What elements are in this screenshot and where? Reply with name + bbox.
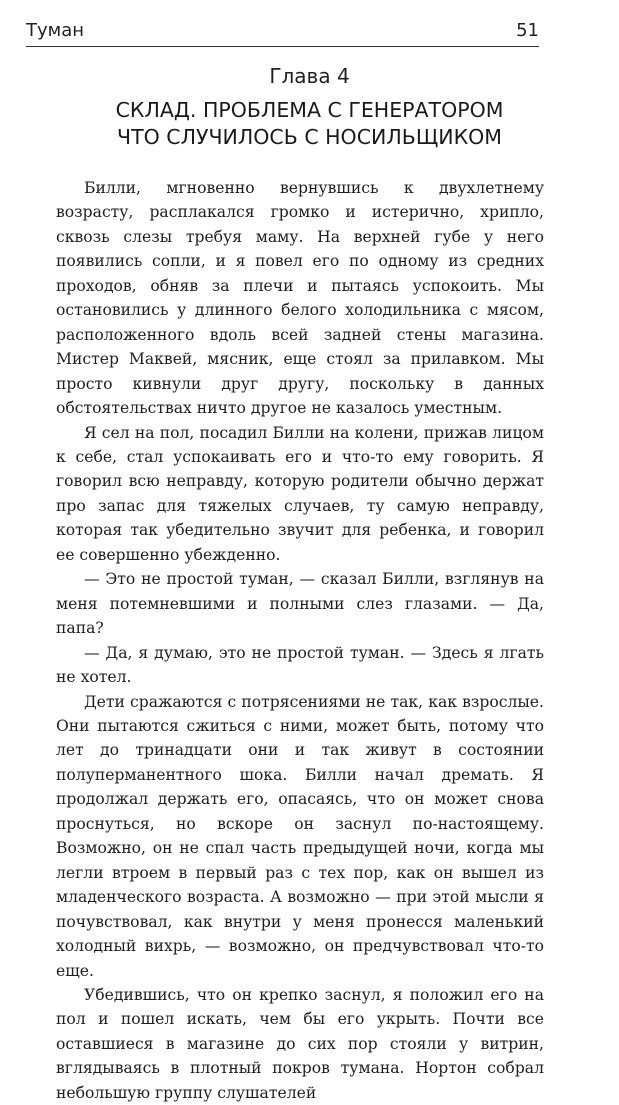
chapter-title-line: СКЛАД. ПРОБЛЕМА С ГЕНЕРАТОРОМ (115, 98, 504, 122)
running-title: Туман (26, 20, 85, 41)
paragraph: Билли, мгновенно вернувшись к двухлетнему возрасту, расплакался громко и истерично, хрипло, сквозь слезы требуя маму. На верхней губе у него появились сопли, и я повел его по одному из средних проходов, обняв за плечи и пытаясь успокоить. Мы остановились у длинного белого холодильника с мясом, расположенного вдоль всей задней стены магазина. Мистер Маквей, мясник, еще стоял за прилавком. Мы просто кивнули друг другу, поскольку в данных обстоятельствах ничто другое не казалось уместным. (56, 179, 544, 418)
paragraph: Дети сражаются с потрясениями не так, как взрослые. Они пытаются сжиться с ними, может быть, потому что лет до тринадцати они и так живут в состоянии полуперманентного шока. Билли начал дремать. Я продолжал держать его, опасаясь, что он может снова проснуться, но вскоре он заснул по-настоящему. Возможно, он не спал часть предыдущей ночи, когда мы легли втроем в первый раз с тех пор, как он вышел из младенческого возраста. А возможно — при этой мысли я почувствовал, как внутри у меня пронесся маленький холодный вихрь, — возможно, он предчувствовал что-то еще. (56, 692, 544, 980)
page-number: 51 (516, 20, 539, 41)
paragraph: Убедившись, что он крепко заснул, я положил его на пол и пошел искать, чем бы его укрыть. Почти все оставшиеся в магазине до сих пор стояли у витрин, вглядываясь в плотный покров тумана. Нортон собрал небольшую группу слушателей (56, 985, 544, 1102)
body-text (56, 176, 544, 1105)
paragraph: — Это не простой туман, — сказал Билли, взглянув на меня потемневшими и полными слез глазами. — Да, папа? (56, 570, 544, 638)
chapter-title-line: ЧТО СЛУЧИЛОСЬ С НОСИЛЬЩИКОМ (117, 125, 502, 149)
paragraph: — Да, я думаю, это не простой туман. — Здесь я лгать не хотел. (56, 643, 544, 687)
chapter-label: Глава 4 (269, 64, 350, 88)
chapter-title (0, 97, 619, 151)
running-header (26, 18, 539, 47)
paragraph: Я сел на пол, посадил Билли на колени, прижав лицом к себе, стал успокаивать его и что-то ему говорить. Я говорил всю неправду, которую родители обычно держат про запас для тяжелых случаев, ту самую неправду, которая так убедительно звучит для ребенка, и говорил ее совершенно убежденно. (56, 423, 544, 564)
